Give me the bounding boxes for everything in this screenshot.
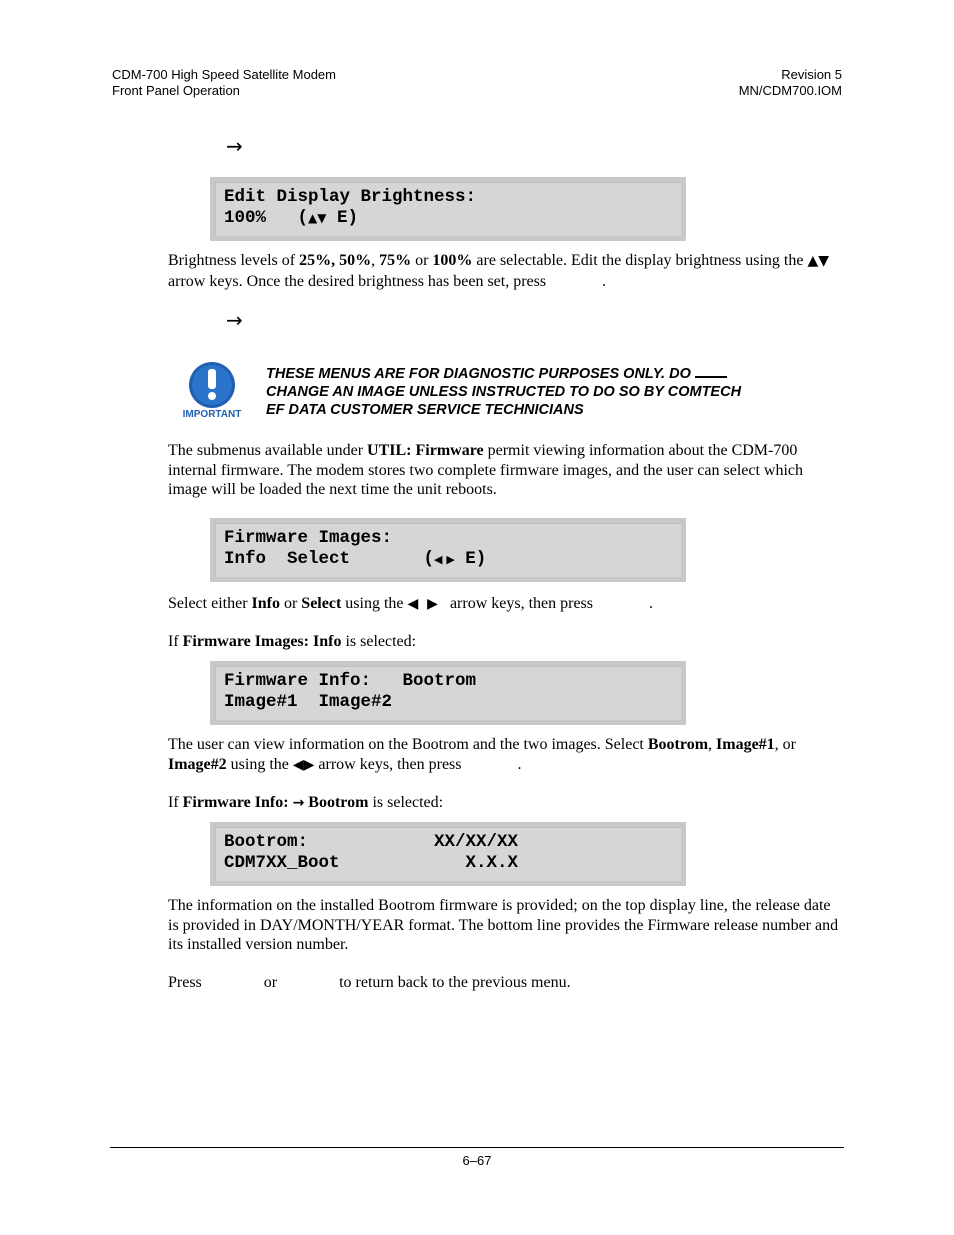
section-title: Front Panel Operation	[112, 83, 240, 98]
para-brightness: Brightness levels of 25%, 50%, 75% or 100% are selectable. Edit the display brightness using the ▲▼ arrow keys. Once the desired brightness has been set, press .	[168, 252, 829, 290]
lcd-line-2: Image#1 Image#2	[224, 692, 393, 712]
left-right-arrows-icon: ◀ ▶	[434, 553, 455, 566]
lcd-line-1: Firmware Info: Bootrom	[224, 671, 477, 691]
lcd-line-2: Info Select (◀ ▶ E)	[224, 549, 487, 569]
footer-rule	[110, 1147, 844, 1148]
notice-line-1: THESE MENUS ARE FOR DIAGNOSTIC PURPOSES ONLY. DO	[266, 364, 806, 383]
up-down-arrows-icon: ▲▼	[807, 253, 829, 269]
important-notice	[266, 364, 806, 419]
left-right-arrows-icon: ◀ ▶	[407, 596, 438, 612]
notice-line-2: CHANGE AN IMAGE UNLESS INSTRUCTED TO DO SO BY COMTECH	[266, 384, 742, 400]
doc-title: CDM-700 High Speed Satellite Modem	[112, 67, 336, 82]
left-right-arrows-icon: ◀▶	[292, 756, 315, 773]
lcd-line-1: Edit Display Brightness:	[224, 187, 477, 207]
lcd-line-2: 100% (▲▼ E)	[224, 208, 358, 228]
header-right	[739, 67, 842, 99]
page-number: 6–67	[462, 1153, 492, 1168]
lcd-line-1: Firmware Images:	[224, 528, 393, 548]
lcd-line-1: Bootrom: XX/XX/XX	[224, 832, 519, 852]
revision: Revision 5	[781, 67, 842, 82]
arrow-right-icon: →	[226, 134, 243, 158]
para-press: Press or to return back to the previous menu.	[168, 974, 571, 991]
header-left	[112, 67, 336, 99]
up-down-arrows-icon: ▲▼	[308, 211, 327, 225]
arrow-right-icon: →	[292, 795, 305, 811]
lcd-line-2: CDM7XX_Boot X.X.X	[224, 853, 519, 873]
doc-number: MN/CDM700.IOM	[738, 83, 842, 98]
para-if-bootrom: If Firmware Info: → Bootrom is selected:	[168, 794, 444, 811]
notice-line-3: EF DATA CUSTOMER SERVICE TECHNICIANS	[266, 402, 584, 418]
para-if-info: If Firmware Images: Info is selected:	[168, 633, 417, 650]
para-select: Select either Info or Select using the ◀ ▶ arrow keys, then press .	[168, 595, 654, 612]
important-label: IMPORTANT	[182, 409, 242, 420]
para-submenus: The submenus available under UTIL: Firmware permit viewing information about the CDM-700 internal firmware. The modem stores two complete firmware images, and the user can select which image will be loaded the next time the unit reboots.	[168, 442, 804, 499]
para-bootrom-info: The information on the installed Bootrom firmware is provided; on the top display line, the release date is provided in DAY/MONTH/YEAR format. The bottom line provides the Firmware release number and its installed version number.	[168, 897, 839, 954]
arrow-right-icon: →	[226, 308, 243, 332]
para-view: The user can view information on the Bootrom and the two images. Select Bootrom, Image#1, or Image#2 using the ◀▶ arrow keys, then press .	[168, 736, 796, 773]
important-icon	[180, 360, 244, 424]
